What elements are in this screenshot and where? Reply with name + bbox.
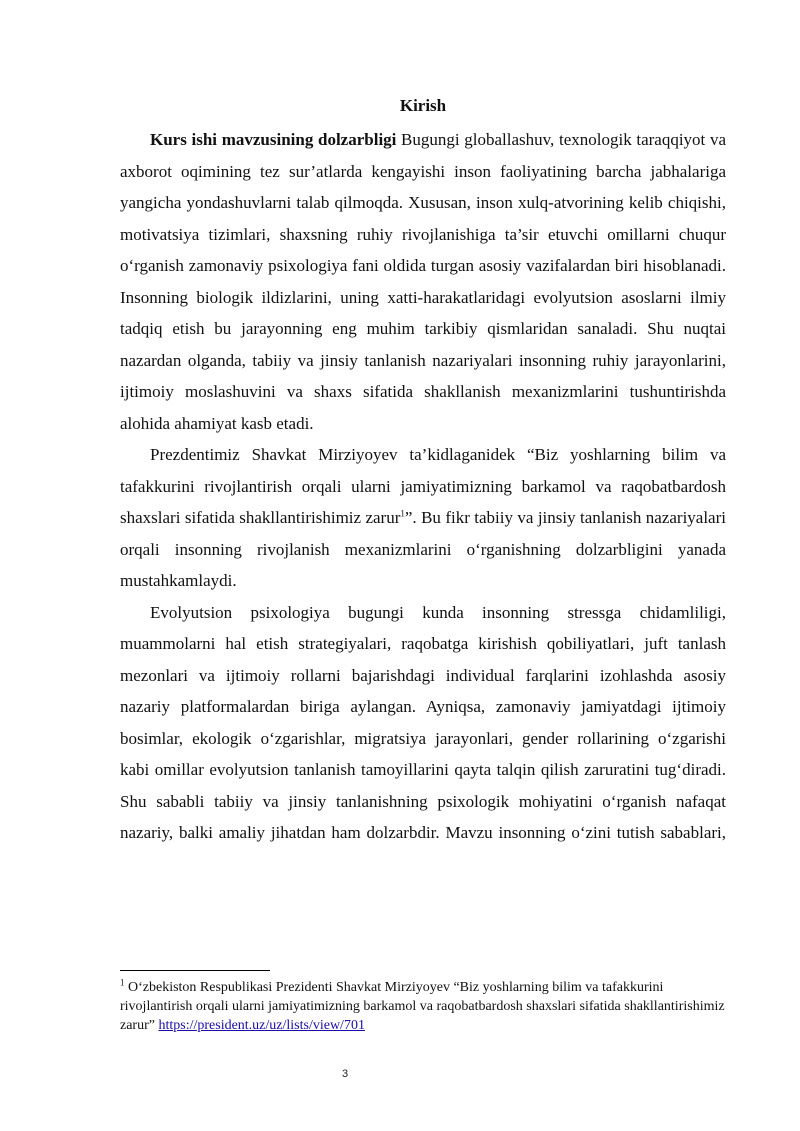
footnote-link[interactable]: https://president.uz/uz/lists/view/701 [158, 1018, 365, 1033]
footnote-number: 1 [120, 977, 125, 988]
paragraph-2-text-after: ”. Bu fikr tabiiy va jinsiy tanlanish nazariyalari orqali insonning rivojlanish mexanizmlarini o‘rganishning dolzarbligini yanada mustahkamlaydi. [120, 508, 726, 590]
footnote-text: O‘zbekiston Respublikasi Prezidenti Shavkat Mirziyoyev “Biz yoshlarning bilim va tafakkurini rivojlantirish orqali ularni jamiyatimizning barkamol va raqobatbardosh shaxslari sifatida shakllantirishimiz zarur” [120, 980, 725, 1033]
paragraph-1 [120, 124, 726, 439]
footnote-reference[interactable]: 1 [400, 508, 405, 519]
paragraph-3 [120, 597, 726, 849]
footnote-separator [120, 970, 270, 971]
page-number: 3 [341, 1068, 349, 1080]
paragraph-2-text-before: Prezdentimiz Shavkat Mirziyoyev ta’kidlaganidek “Biz yoshlarning bilim va tafakkurini rivojlantirish orqali ularni jamiyatimizning barkamol va raqobatbardosh shaxslari sifatida shakllantirishimiz zarur [120, 445, 726, 527]
paragraph-1-text: Bugungi globallashuv, texnologik taraqqiyot va axborot oqimining tez sur’atlarda kengayishi inson faoliyatining barcha jabhalariga yangicha yondashuvlarni talab qilmoqda. Xususan, inson xulq-atvorining kelib chiqishi, motivatsiya tizimlari, shaxsning ruhiy rivojlanishiga ta’sir etuvchi omillarni chuqur o‘rganish zamonaviy psixologiya fani oldida turgan asosiy vazifalardan biri hisoblanadi. Insonning biologik ildizlarini, uning xatti-harakatlaridagi evolyutsion asoslarni ilmiy tadqiq etish bu jarayonning eng muhim tarkibiy qismlaridan sanaladi. Shu nuqtai nazardan olganda, tabiiy va jinsiy tanlanish nazariyalari insonning ruhiy jarayonlarini, ijtimoiy moslashuvini va shaxs sifatida shakllanish mexanizmlarini tushuntirishda alohida ahamiyat kasb etadi. [120, 130, 726, 433]
paragraph-3-text: Evolyutsion psixologiya bugungi kunda insonning stressga chidamliligi, muammolarni hal etish strategiyalari, raqobatga kirishish qobiliyatlari, juft tanlash mezonlari va ijtimoiy rollarni bajarishdagi individual farqlarini izohlashda asosiy nazariy platformalardan biriga aylangan. Ayniqsa, zamonaviy jamiyatdagi ijtimoiy bosimlar, ekologik o‘zgarishlar, migratsiya jarayonlari, gender rollarining o‘zgarishi kabi omillar evolyutsion tanlanish tamoyillarini qayta talqin qilish zaruratini tug‘diradi. Shu sababli tabiiy va jinsiy tanlanishning psixologik mohiyatini o‘rganish nafaqat nazariy, balki amaliy jihatdan ham dolzarbdir. Mavzu insonning o‘zini tutish sabablari, [120, 602, 726, 842]
section-title: Kirish [399, 96, 447, 115]
paragraph-2 [120, 439, 726, 597]
footnote [120, 978, 726, 1035]
paragraph-1-bold-lead: Kurs ishi mavzusining dolzarbligi [150, 130, 397, 149]
body-text [120, 124, 726, 849]
